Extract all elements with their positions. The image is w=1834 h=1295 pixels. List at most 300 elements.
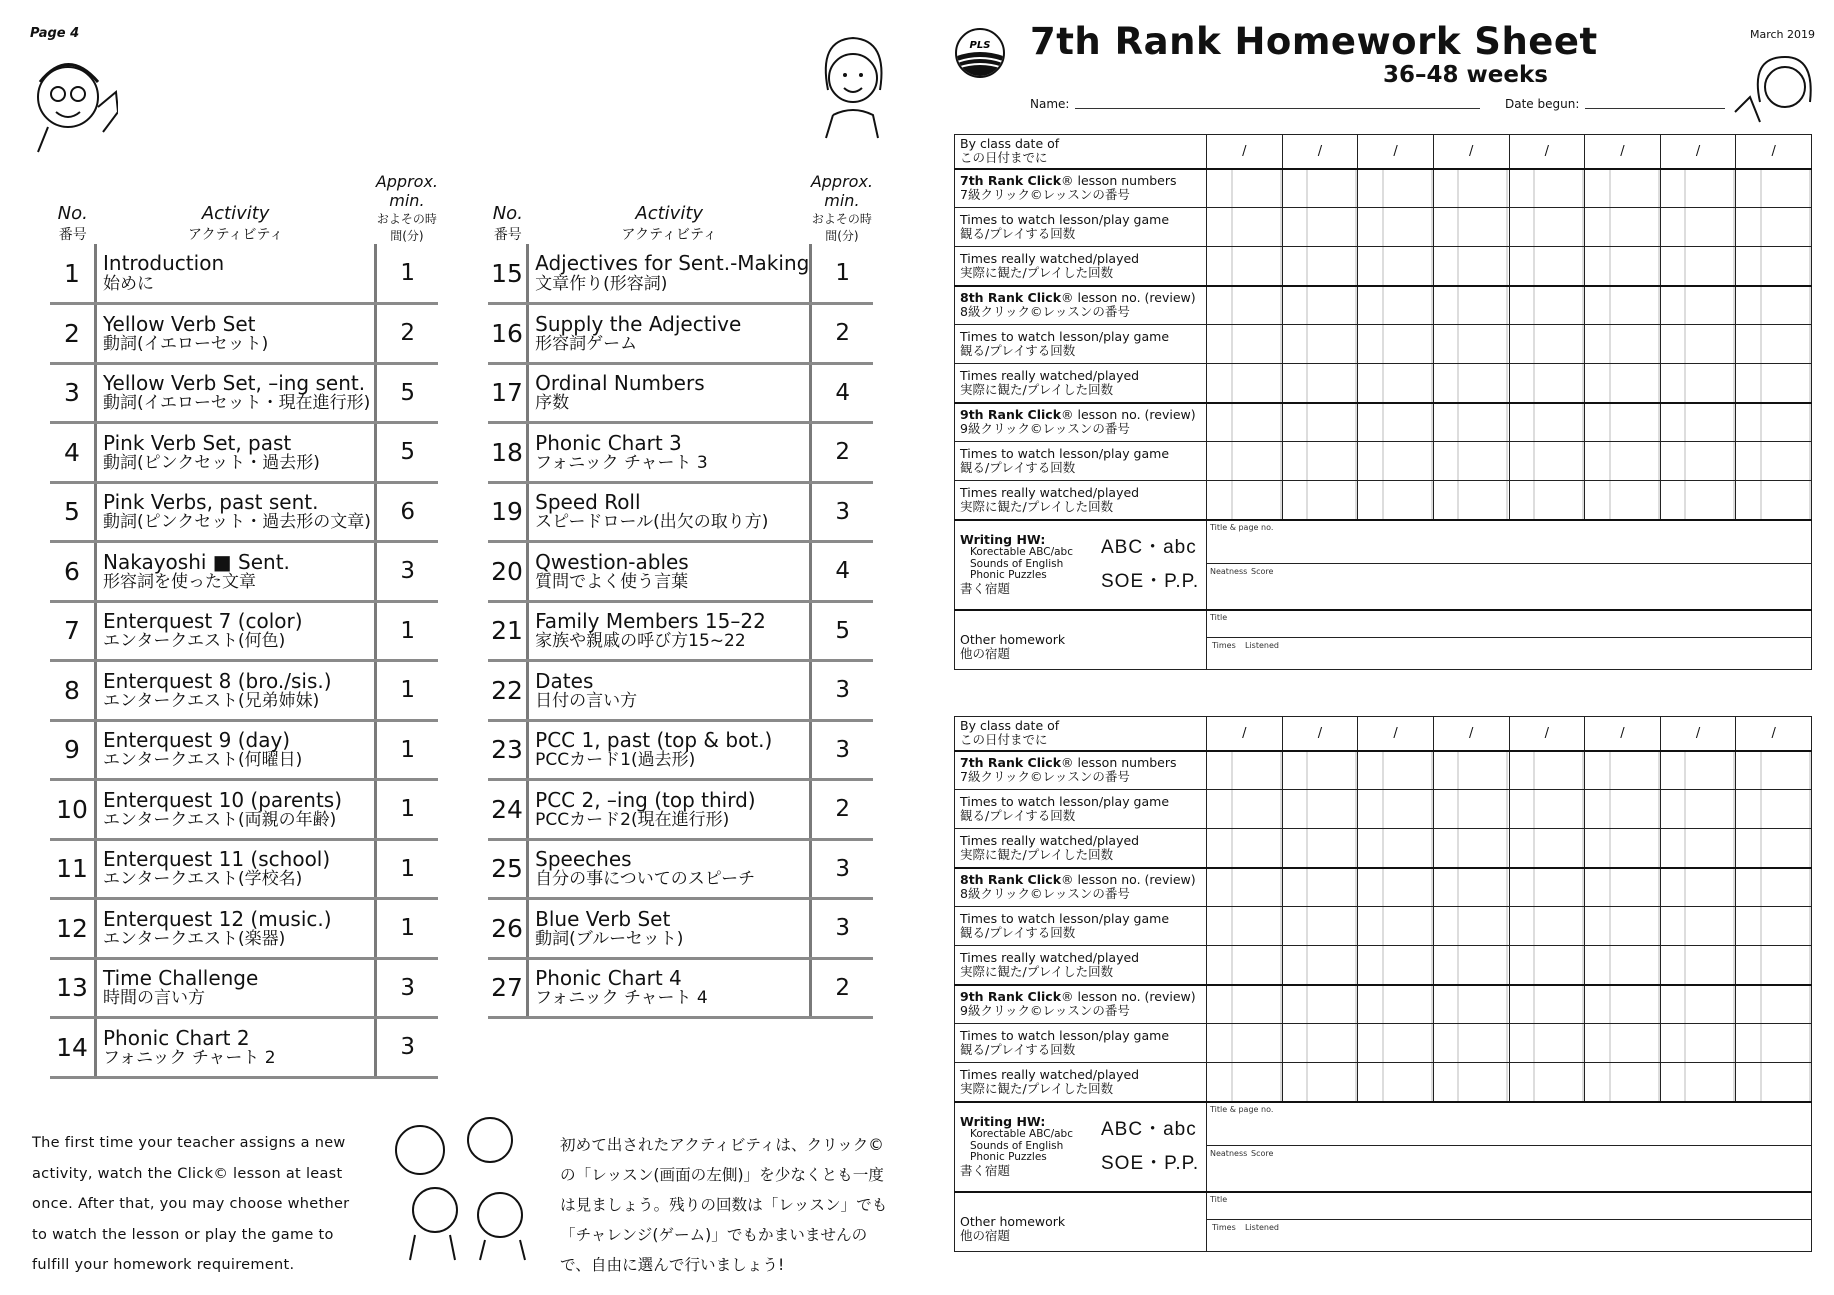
activity-minutes: 2	[811, 780, 873, 840]
activity-name	[528, 899, 811, 959]
entry-cell[interactable]	[1509, 208, 1585, 247]
activity-minutes: 3	[811, 899, 873, 959]
activity-number: 10	[50, 780, 96, 840]
entry-cell[interactable]	[1433, 946, 1509, 985]
activity-name-jp: エンタークエスト(何曜日)	[103, 750, 303, 771]
entry-cell[interactable]	[1660, 1063, 1736, 1102]
entry-cell[interactable]	[1282, 985, 1358, 1024]
activity-name	[96, 363, 376, 423]
entry-cell[interactable]	[1433, 985, 1509, 1024]
activity-number: 16	[488, 304, 528, 364]
entry-cell[interactable]	[1358, 403, 1434, 442]
entry-cell[interactable]	[1282, 790, 1358, 829]
entry-cell[interactable]	[1509, 442, 1585, 481]
entry-cell[interactable]	[1433, 481, 1509, 520]
date-cell[interactable]: /	[1433, 717, 1509, 751]
date-cell[interactable]: /	[1660, 135, 1736, 169]
writing-hw-label: Writing HW: Korectable ABC/abc Sounds of English Phonic Puzzles 書く宿題 ABC・abc SOE・P.P.	[955, 520, 1207, 610]
activity-number: 25	[488, 839, 528, 899]
name-field[interactable]	[1075, 108, 1480, 109]
other-homework-area[interactable]: Title Times Listened	[1207, 1192, 1812, 1252]
entry-cell[interactable]	[1358, 985, 1434, 1024]
entry-cell[interactable]	[1433, 907, 1509, 946]
entry-cell[interactable]	[1585, 868, 1661, 907]
activity-name	[528, 839, 811, 899]
entry-cell[interactable]	[1433, 829, 1509, 868]
entry-cell[interactable]	[1660, 169, 1736, 208]
date-cell[interactable]: /	[1736, 717, 1812, 751]
activity-name-en: Enterquest 12 (music.)	[103, 906, 332, 931]
entry-cell[interactable]	[1509, 829, 1585, 868]
entry-cell[interactable]	[1358, 247, 1434, 286]
activity-row	[488, 780, 873, 840]
writing-hw-area[interactable]: Title & page no. Neatness Score	[1207, 520, 1812, 610]
entry-cell[interactable]	[1207, 286, 1283, 325]
entry-cell[interactable]	[1509, 481, 1585, 520]
entry-cell[interactable]	[1358, 907, 1434, 946]
times-watched-label: Times really watched/played 実際に観た/プレイした回数	[955, 247, 1207, 286]
activity-name-jp: 動詞(イエローセット)	[103, 333, 269, 354]
activity-number: 14	[50, 1018, 96, 1078]
activity-minutes: 4	[811, 363, 873, 423]
entry-cell[interactable]	[1433, 790, 1509, 829]
activity-minutes: 1	[376, 780, 438, 840]
entry-cell[interactable]	[1207, 169, 1283, 208]
entry-cell[interactable]	[1358, 364, 1434, 403]
date-cell[interactable]: /	[1585, 717, 1661, 751]
entry-cell[interactable]	[1509, 403, 1585, 442]
sheet-subtitle: 36–48 weeks	[1383, 62, 1548, 88]
date-cell[interactable]: /	[1736, 135, 1812, 169]
date-cell[interactable]: /	[1509, 717, 1585, 751]
activity-name-en: Pink Verb Set, past	[103, 430, 292, 455]
entry-cell[interactable]	[1358, 829, 1434, 868]
activity-number: 7	[50, 601, 96, 661]
entry-cell[interactable]	[1660, 946, 1736, 985]
entry-cell[interactable]	[1660, 442, 1736, 481]
entry-cell[interactable]	[1585, 751, 1661, 790]
activity-name-en: Pink Verbs, past sent.	[103, 490, 319, 515]
times-to-watch-label: Times to watch lesson/play game 観る/プレイする回数	[955, 1024, 1207, 1063]
writing-hw-area[interactable]: Title & page no. Neatness Score	[1207, 1102, 1812, 1192]
activity-name-jp: エンタークエスト(楽器)	[103, 928, 286, 949]
entry-cell[interactable]	[1207, 208, 1283, 247]
activity-row	[488, 482, 873, 542]
activity-row	[488, 601, 873, 661]
activity-minutes: 5	[811, 601, 873, 661]
col-activity: Activity アクティビティ	[621, 203, 717, 243]
date-cell[interactable]: /	[1660, 717, 1736, 751]
activity-number: 2	[50, 304, 96, 364]
activity-name-jp: PCCカード1(過去形)	[535, 750, 696, 771]
entry-cell[interactable]	[1660, 907, 1736, 946]
entry-cell[interactable]	[1585, 364, 1661, 403]
entry-cell[interactable]	[1207, 403, 1283, 442]
entry-cell[interactable]	[1509, 751, 1585, 790]
entry-cell[interactable]	[1207, 247, 1283, 286]
activity-number: 22	[488, 661, 528, 721]
entry-cell[interactable]	[1585, 208, 1661, 247]
activity-number: 4	[50, 423, 96, 483]
entry-cell[interactable]	[1585, 790, 1661, 829]
activity-name-en: Enterquest 7 (color)	[103, 609, 303, 634]
activity-row	[50, 1018, 438, 1078]
girl-cartoon-image	[808, 30, 898, 140]
activity-number: 17	[488, 363, 528, 423]
activity-name-en: Ordinal Numbers	[535, 371, 705, 396]
entry-cell[interactable]	[1433, 325, 1509, 364]
activity-name-en: Enterquest 9 (day)	[103, 728, 291, 753]
activity-name-en: Yellow Verb Set	[103, 311, 256, 336]
entry-cell[interactable]	[1736, 868, 1812, 907]
entry-cell[interactable]	[1585, 325, 1661, 364]
activity-minutes: 3	[376, 958, 438, 1018]
entry-cell[interactable]	[1433, 247, 1509, 286]
activity-row	[50, 958, 438, 1018]
entry-cell[interactable]	[1207, 442, 1283, 481]
activity-row	[50, 780, 438, 840]
entry-cell[interactable]	[1736, 751, 1812, 790]
activity-name	[528, 482, 811, 542]
entry-cell[interactable]	[1736, 364, 1812, 403]
activity-name	[528, 958, 811, 1018]
entry-cell[interactable]	[1736, 247, 1812, 286]
entry-cell[interactable]	[1509, 286, 1585, 325]
entry-cell[interactable]	[1660, 286, 1736, 325]
group-cartoon-image	[380, 1110, 550, 1265]
entry-cell[interactable]	[1585, 286, 1661, 325]
entry-cell[interactable]	[1585, 403, 1661, 442]
entry-cell[interactable]	[1736, 286, 1812, 325]
entry-cell[interactable]	[1660, 790, 1736, 829]
entry-cell[interactable]	[1358, 751, 1434, 790]
entry-cell[interactable]	[1509, 985, 1585, 1024]
activity-name-en: Nakayoshi ■ Sent.	[103, 549, 290, 574]
date-cell[interactable]: /	[1207, 135, 1283, 169]
activity-number: 19	[488, 482, 528, 542]
activity-name-jp: スピードロール(出欠の取り方)	[535, 512, 769, 533]
times-to-watch-label: Times to watch lesson/play game 観る/プレイする回数	[955, 208, 1207, 247]
activity-name-jp: フォニック チャート 3	[535, 452, 708, 473]
activity-name-en: Speed Roll	[535, 490, 641, 515]
entry-cell[interactable]	[1509, 1024, 1585, 1063]
activity-number: 11	[50, 839, 96, 899]
activity-name-en: Phonic Chart 3	[535, 430, 682, 455]
entry-cell[interactable]	[1282, 907, 1358, 946]
entry-cell[interactable]	[1509, 247, 1585, 286]
activity-name	[96, 423, 376, 483]
activity-name-jp: 始めに	[103, 273, 154, 294]
date-cell[interactable]: /	[1282, 135, 1358, 169]
entry-cell[interactable]	[1433, 1024, 1509, 1063]
col-activity: Activity アクティビティ	[187, 203, 284, 243]
entry-cell[interactable]	[1585, 829, 1661, 868]
entry-cell[interactable]	[1509, 169, 1585, 208]
entry-cell[interactable]	[1660, 481, 1736, 520]
entry-cell[interactable]	[1207, 946, 1283, 985]
times-to-watch-label: Times to watch lesson/play game 観る/プレイする回数	[955, 442, 1207, 481]
activity-name-en: Introduction	[103, 251, 225, 276]
entry-cell[interactable]	[1736, 829, 1812, 868]
activity-row	[488, 720, 873, 780]
activity-name	[528, 601, 811, 661]
activity-minutes: 2	[811, 304, 873, 364]
entry-cell[interactable]	[1660, 985, 1736, 1024]
entry-cell[interactable]	[1509, 364, 1585, 403]
entry-cell[interactable]	[1282, 403, 1358, 442]
activity-number: 5	[50, 482, 96, 542]
activity-name-en: Qwestion-ables	[535, 549, 689, 574]
entry-cell[interactable]	[1282, 481, 1358, 520]
svg-text:PLS: PLS	[969, 40, 991, 51]
entry-cell[interactable]	[1433, 286, 1509, 325]
activity-name	[528, 661, 811, 721]
times-to-watch-label: Times to watch lesson/play game 観る/プレイする回数	[955, 907, 1207, 946]
activity-minutes: 2	[811, 958, 873, 1018]
entry-cell[interactable]	[1736, 1024, 1812, 1063]
entry-cell[interactable]	[1509, 907, 1585, 946]
entry-cell[interactable]	[1433, 1063, 1509, 1102]
activity-minutes: 3	[376, 1018, 438, 1078]
note-japanese: 初めて出されたアクティビティは、クリック©の「レッスン(画面の左側)」を少なくとも一度は見ましょう。残りの回数は「レッスン」でも「チャレンジ(ゲーム)」でもかまいませんので、自由に選んで行いましょう!	[560, 1136, 888, 1274]
times-to-watch-label: Times to watch lesson/play game 観る/プレイする回数	[955, 325, 1207, 364]
entry-cell[interactable]	[1358, 946, 1434, 985]
entry-cell[interactable]	[1736, 790, 1812, 829]
activity-name-jp: 自分の事についてのスピーチ	[535, 869, 756, 890]
activity-number: 8	[50, 661, 96, 721]
entry-cell[interactable]	[1358, 1063, 1434, 1102]
date-cell[interactable]: /	[1585, 135, 1661, 169]
page-label: Page 4	[30, 26, 80, 41]
activity-minutes: 3	[811, 839, 873, 899]
homework-grid-1	[954, 134, 1812, 670]
entry-cell[interactable]	[1585, 481, 1661, 520]
activity-name	[96, 482, 376, 542]
entry-cell[interactable]	[1207, 751, 1283, 790]
activity-name-jp: エンタークエスト(何色)	[103, 631, 286, 652]
entry-cell[interactable]	[1282, 208, 1358, 247]
other-homework-area[interactable]: Title Times Listened	[1207, 610, 1812, 670]
entry-cell[interactable]	[1207, 868, 1283, 907]
activity-minutes: 2	[811, 423, 873, 483]
entry-cell[interactable]	[1282, 286, 1358, 325]
entry-cell[interactable]	[1358, 1024, 1434, 1063]
entry-cell[interactable]	[1660, 403, 1736, 442]
entry-cell[interactable]	[1509, 325, 1585, 364]
activity-number: 20	[488, 542, 528, 602]
lesson-numbers-label: 7th Rank Click® lesson numbers 7級クリック©レッスンの番号	[955, 169, 1207, 208]
activity-name-en: Enterquest 11 (school)	[103, 847, 331, 872]
activity-name-jp: 日付の言い方	[535, 690, 638, 711]
activity-minutes: 3	[376, 542, 438, 602]
sheet-date: March 2019	[1750, 28, 1816, 41]
activity-minutes: 1	[376, 244, 438, 304]
date-begun-label: Date begun:	[1505, 97, 1580, 111]
entry-cell[interactable]	[1660, 751, 1736, 790]
activity-name-jp: 動詞(ピンクセット・過去形の文章)	[103, 512, 371, 533]
entry-cell[interactable]	[1433, 442, 1509, 481]
entry-cell[interactable]	[1358, 286, 1434, 325]
activity-name-jp: エンタークエスト(両親の年齢)	[103, 809, 337, 830]
entry-cell[interactable]	[1207, 829, 1283, 868]
activity-row	[50, 304, 438, 364]
entry-cell[interactable]	[1736, 442, 1812, 481]
entry-cell[interactable]	[1736, 946, 1812, 985]
entry-cell[interactable]	[1585, 442, 1661, 481]
entry-cell[interactable]	[1433, 868, 1509, 907]
activity-row	[50, 542, 438, 602]
entry-cell[interactable]	[1736, 481, 1812, 520]
writing-hw-label: Writing HW: Korectable ABC/abc Sounds of English Phonic Puzzles 書く宿題 ABC・abc SOE・P.P.	[955, 1102, 1207, 1192]
activity-name-jp: 形容詞を使った文章	[103, 571, 256, 592]
entry-cell[interactable]	[1660, 829, 1736, 868]
entry-cell[interactable]	[1585, 1024, 1661, 1063]
entry-cell[interactable]	[1660, 208, 1736, 247]
activity-name	[96, 958, 376, 1018]
entry-cell[interactable]	[1660, 247, 1736, 286]
entry-cell[interactable]	[1433, 751, 1509, 790]
entry-cell[interactable]	[1736, 403, 1812, 442]
entry-cell[interactable]	[1282, 364, 1358, 403]
entry-cell[interactable]	[1207, 1063, 1283, 1102]
entry-cell[interactable]	[1207, 481, 1283, 520]
entry-cell[interactable]	[1207, 325, 1283, 364]
entry-cell[interactable]	[1282, 442, 1358, 481]
date-cell[interactable]: /	[1509, 135, 1585, 169]
times-watched-label: Times really watched/played 実際に観た/プレイした回数	[955, 829, 1207, 868]
activity-number: 9	[50, 720, 96, 780]
entry-cell[interactable]	[1509, 790, 1585, 829]
activity-number: 27	[488, 958, 528, 1018]
entry-cell[interactable]	[1660, 868, 1736, 907]
entry-cell[interactable]	[1282, 325, 1358, 364]
entry-cell[interactable]	[1660, 325, 1736, 364]
activity-minutes: 1	[376, 839, 438, 899]
entry-cell[interactable]	[1585, 169, 1661, 208]
activity-row	[488, 958, 873, 1018]
activity-name-jp: 形容詞ゲーム	[535, 333, 638, 354]
activity-name-jp: エンタークエスト(学校名)	[103, 869, 303, 890]
entry-cell[interactable]	[1585, 907, 1661, 946]
entry-cell[interactable]	[1736, 169, 1812, 208]
activity-row	[50, 244, 438, 304]
entry-cell[interactable]	[1736, 907, 1812, 946]
times-watched-label: Times really watched/played 実際に観た/プレイした回数	[955, 364, 1207, 403]
entry-cell[interactable]	[1736, 208, 1812, 247]
activity-number: 12	[50, 899, 96, 959]
activity-name-jp: PCCカード2(現在進行形)	[535, 809, 730, 830]
activity-row	[50, 720, 438, 780]
entry-cell[interactable]	[1282, 1063, 1358, 1102]
entry-cell[interactable]	[1509, 868, 1585, 907]
entry-cell[interactable]	[1207, 364, 1283, 403]
activity-row	[50, 363, 438, 423]
entry-cell[interactable]	[1736, 325, 1812, 364]
date-cell[interactable]: /	[1358, 135, 1434, 169]
entry-cell[interactable]	[1358, 325, 1434, 364]
date-cell[interactable]: /	[1207, 717, 1283, 751]
date-cell[interactable]: /	[1282, 717, 1358, 751]
activity-name	[96, 899, 376, 959]
entry-cell[interactable]	[1207, 985, 1283, 1024]
entry-cell[interactable]	[1585, 946, 1661, 985]
entry-cell[interactable]	[1509, 1063, 1585, 1102]
activity-name-jp: フォニック チャート 2	[103, 1047, 276, 1068]
entry-cell[interactable]	[1736, 985, 1812, 1024]
date-cell[interactable]: /	[1358, 717, 1434, 751]
entry-cell[interactable]	[1585, 985, 1661, 1024]
activity-number: 23	[488, 720, 528, 780]
activity-row	[488, 839, 873, 899]
entry-cell[interactable]	[1282, 751, 1358, 790]
entry-cell[interactable]	[1358, 208, 1434, 247]
activity-row	[50, 423, 438, 483]
activity-name	[96, 720, 376, 780]
entry-cell[interactable]	[1358, 169, 1434, 208]
activity-name-en: Supply the Adjective	[535, 311, 742, 336]
entry-cell[interactable]	[1207, 1024, 1283, 1063]
entry-cell[interactable]	[1358, 790, 1434, 829]
activity-minutes: 5	[376, 363, 438, 423]
activity-name-jp: 動詞(ピンクセット・過去形)	[103, 452, 320, 473]
entry-cell[interactable]	[1207, 790, 1283, 829]
entry-cell[interactable]	[1282, 829, 1358, 868]
activity-name-en: Speeches	[535, 847, 632, 872]
activity-name	[96, 244, 376, 304]
activity-row	[488, 304, 873, 364]
activity-name-jp: 動詞(ブルーセット)	[535, 928, 684, 949]
entry-cell[interactable]	[1207, 907, 1283, 946]
activity-number: 15	[488, 244, 528, 304]
entry-cell[interactable]	[1282, 946, 1358, 985]
entry-cell[interactable]	[1358, 481, 1434, 520]
entry-cell[interactable]	[1660, 364, 1736, 403]
activity-name	[528, 304, 811, 364]
lesson-numbers-label: 8th Rank Click® lesson no. (review) 8級クリック©レッスンの番号	[955, 868, 1207, 907]
entry-cell[interactable]	[1660, 1024, 1736, 1063]
entry-cell[interactable]	[1433, 364, 1509, 403]
activity-row	[50, 482, 438, 542]
entry-cell[interactable]	[1509, 946, 1585, 985]
teacher-cartoon-image	[1730, 52, 1820, 127]
entry-cell[interactable]	[1433, 403, 1509, 442]
entry-cell[interactable]	[1282, 1024, 1358, 1063]
entry-cell[interactable]	[1282, 247, 1358, 286]
activity-minutes: 1	[376, 899, 438, 959]
entry-cell[interactable]	[1433, 208, 1509, 247]
activity-name-jp: 文章作り(形容詞)	[535, 273, 668, 294]
date-cell[interactable]: /	[1433, 135, 1509, 169]
activity-number: 21	[488, 601, 528, 661]
activity-minutes: 1	[376, 661, 438, 721]
activity-name-en: Phonic Chart 4	[535, 966, 682, 991]
activity-minutes: 4	[811, 542, 873, 602]
entry-cell[interactable]	[1358, 868, 1434, 907]
entry-cell[interactable]	[1358, 442, 1434, 481]
entry-cell[interactable]	[1282, 169, 1358, 208]
entry-cell[interactable]	[1433, 169, 1509, 208]
by-class-label: By class date of この日付までに	[955, 135, 1207, 169]
activity-name	[528, 244, 811, 304]
entry-cell[interactable]	[1282, 868, 1358, 907]
lesson-numbers-label: 9th Rank Click® lesson no. (review) 9級クリック©レッスンの番号	[955, 403, 1207, 442]
date-begun-field[interactable]	[1585, 108, 1725, 109]
entry-cell[interactable]	[1585, 1063, 1661, 1102]
activity-name-jp: エンタークエスト(兄弟姉妹)	[103, 690, 320, 711]
entry-cell[interactable]	[1736, 1063, 1812, 1102]
activity-name-en: PCC 1, past (top & bot.)	[535, 728, 773, 753]
entry-cell[interactable]	[1585, 247, 1661, 286]
